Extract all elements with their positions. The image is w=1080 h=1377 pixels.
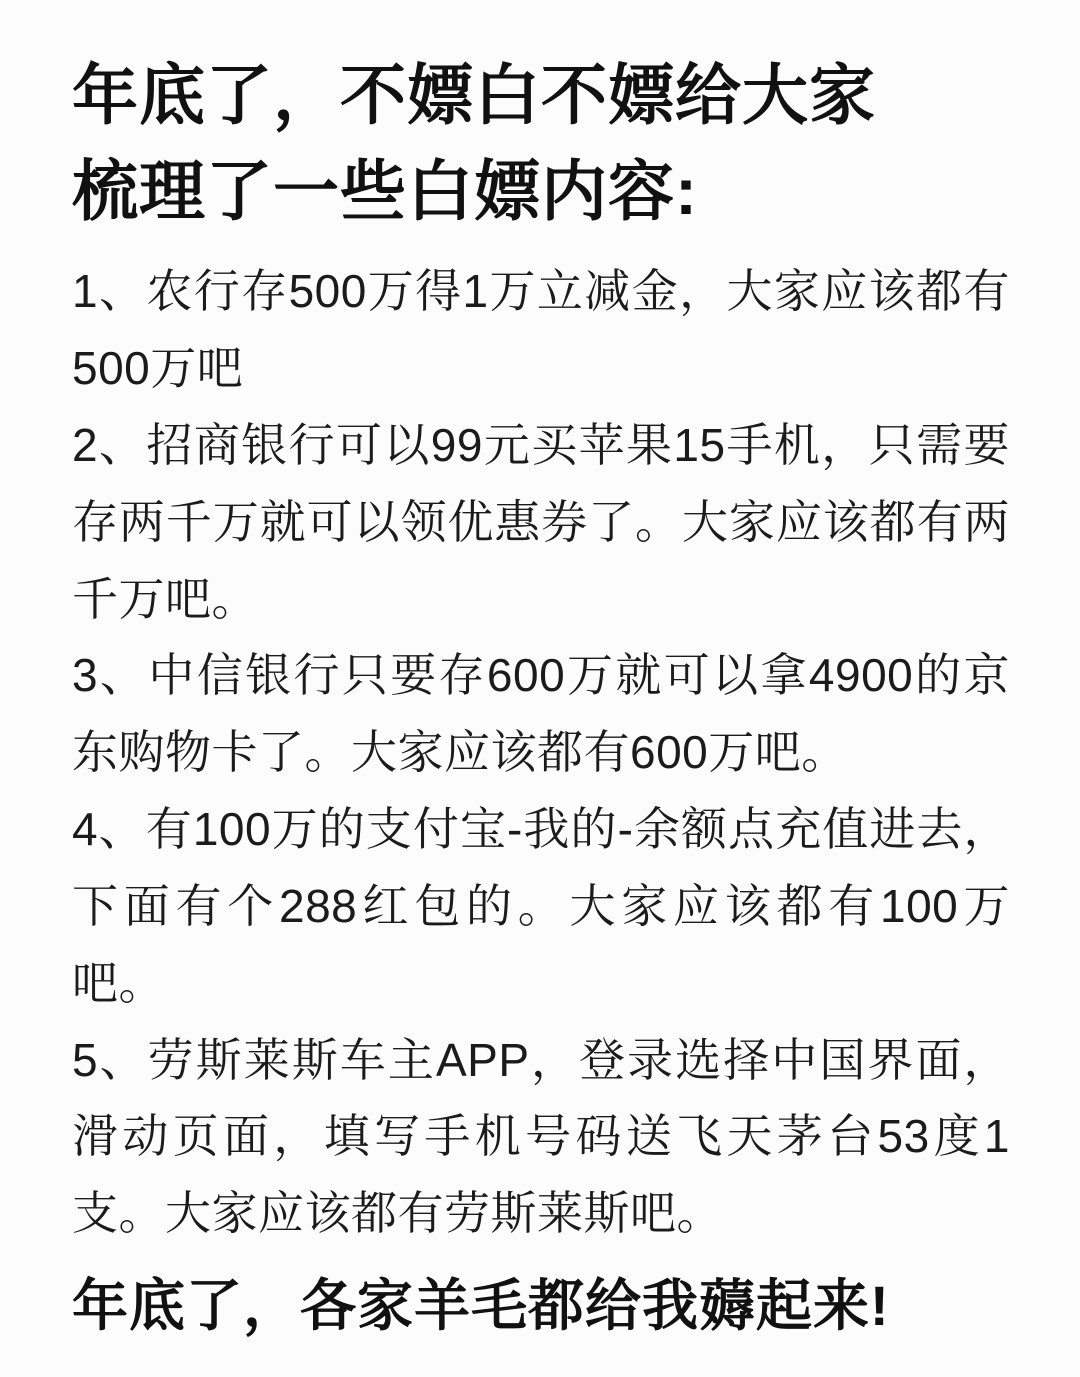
list-item-2: 2、招商银行可以99元买苹果15手机，只需要存两千万就可以领优惠券了。大家应该都有两千万吧。 xyxy=(72,419,1010,625)
post-body xyxy=(72,253,1010,1252)
post-title-line-2: 梳理了一些白嫖内容: xyxy=(72,153,698,228)
list-item-4: 4、有100万的支付宝-我的-余额点充值进去，下面有个288红包的。大家应该都有100万吧。 xyxy=(72,803,1010,1009)
post-title xyxy=(72,48,1010,239)
list-item-1: 1、农行存500万得1万立减金，大家应该都有500万吧 xyxy=(72,265,1010,395)
list-item-3: 3、中信银行只要存600万就可以拿4900的京东购物卡了。大家应该都有600万吧。 xyxy=(72,649,1010,779)
post-footer: 年底了，各家羊毛都给我薅起来! xyxy=(72,1273,890,1337)
post-title-line-1: 年底了，不嫖白不嫖给大家 xyxy=(72,58,876,132)
list-item-5: 5、劳斯莱斯车主APP，登录选择中国界面，滑动页面，填写手机号码送飞天茅台53度1支。大家应该都有劳斯莱斯吧。 xyxy=(72,1033,1010,1240)
